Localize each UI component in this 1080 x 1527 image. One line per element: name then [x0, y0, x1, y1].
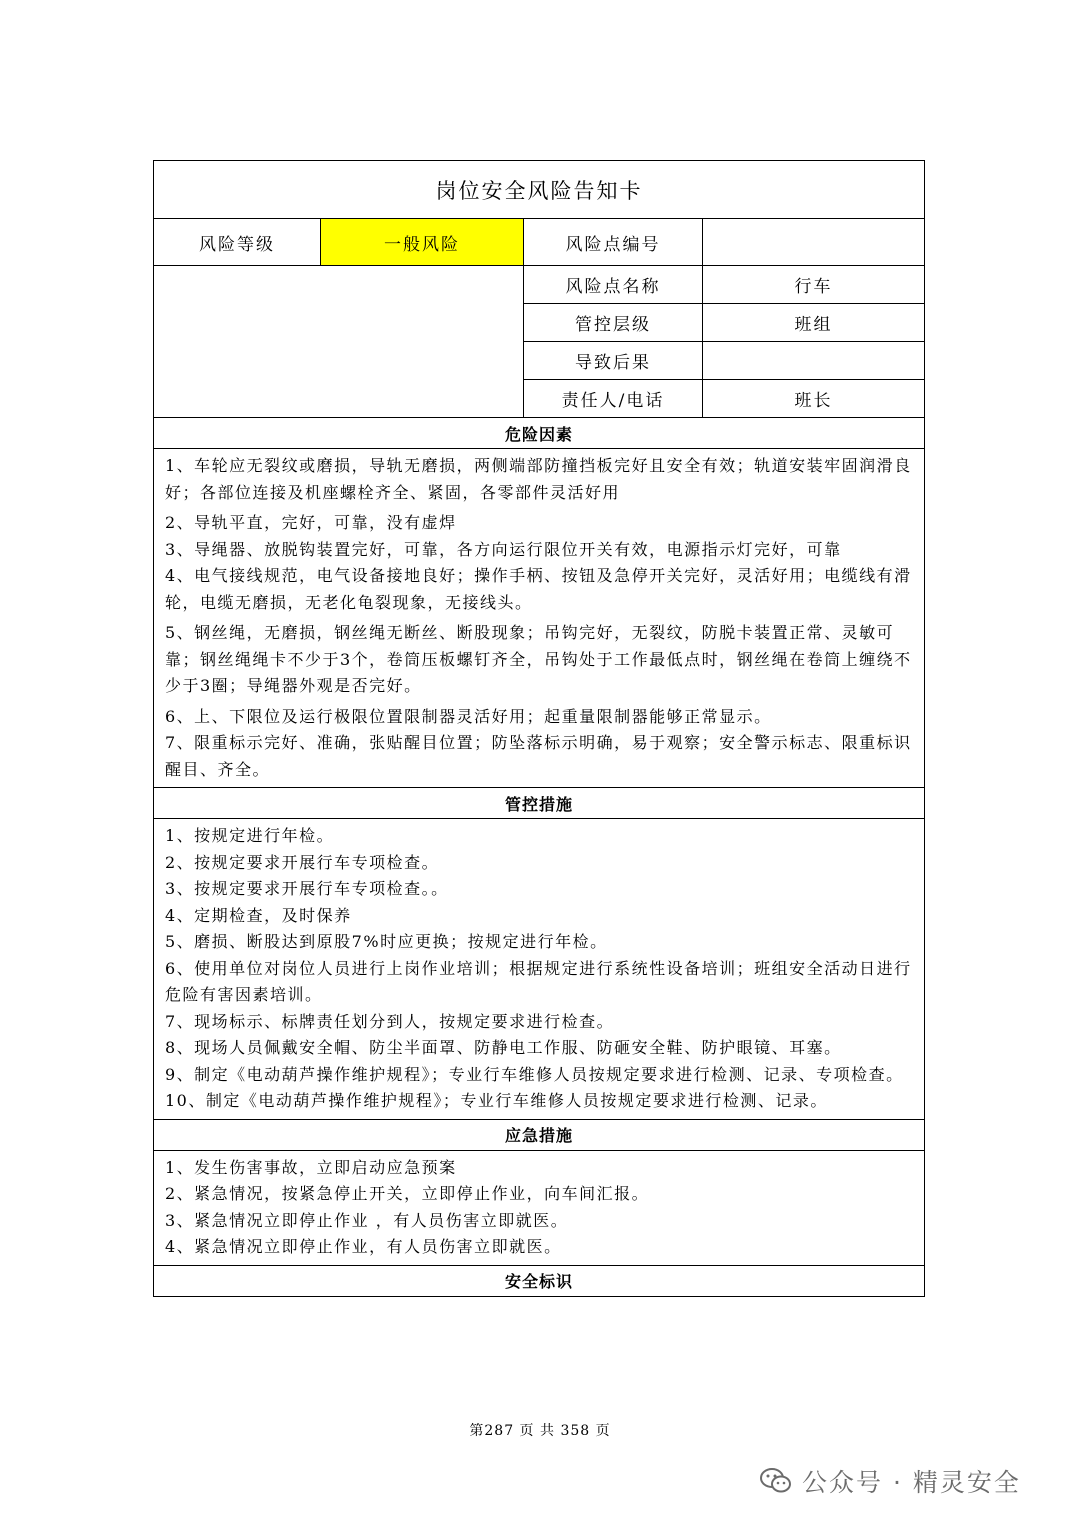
hazards-heading: 危险因素	[154, 418, 924, 449]
control-level-value: 班组	[794, 315, 833, 335]
list-item: 2、导轨平直，完好，可靠，没有虚焊	[165, 513, 457, 532]
watermark-text: 公众号 · 精灵安全	[802, 1468, 1021, 1497]
risk-name-row	[524, 266, 924, 304]
controls-list	[154, 819, 924, 1120]
risk-name-value: 行车	[794, 277, 833, 297]
list-item: 1、按规定进行年检。	[165, 826, 335, 845]
consequence-label: 导致后果	[524, 342, 703, 379]
list-item: 7、限重标示完好、准确，张贴醒目位置；防坠落标示明确，易于观察；安全警示标志、限重标识醒目、齐全。	[165, 733, 912, 779]
control-level-label: 管控层级	[524, 304, 703, 341]
list-item: 3、导绳器、放脱钩装置完好，可靠，各方向运行限位开关有效，电源指示灯完好，可靠	[165, 539, 842, 559]
risk-point-no-value	[703, 219, 924, 265]
list-item: 5、磨损、断股达到原股7%时应更换；按规定进行年检。	[165, 932, 608, 951]
list-item: 4、电气接线规范，电气设备接地良好；操作手柄、按钮及急停开关完好，灵活好用；电缆线有滑轮，电缆无磨损，无老化龟裂现象，无接线头。	[165, 566, 912, 612]
list-item: 10、制定《电动葫芦操作维护规程》；专业行车维修人员按规定要求进行检测、记录。	[165, 1091, 828, 1110]
emergency-heading: 应急措施	[154, 1120, 924, 1151]
wechat-icon	[760, 1467, 792, 1495]
image-area	[154, 266, 524, 417]
list-item: 1、车轮应无裂纹或磨损，导轨无磨损，两侧端部防撞挡板完好且安全有效；轨道安装牢固润滑良好；各部位连接及机座螺栓齐全、紧固，各零部件灵活好用	[165, 456, 912, 502]
responsible-value: 班长	[794, 391, 833, 411]
list-item: 6、使用单位对岗位人员进行上岗作业培训；根据规定进行系统性设备培训；班组安全活动日进行危险有害因素培训。	[165, 958, 912, 1004]
responsible-row	[524, 380, 924, 417]
risk-point-no-label: 风险点编号	[524, 219, 703, 265]
list-item: 3、紧急情况立即停止作业 ，有人员伤害立即就医。	[165, 1210, 569, 1230]
safety-risk-card	[153, 160, 925, 1297]
list-item: 5、钢丝绳，无磨损，钢丝绳无断丝、断股现象；吊钩完好，无裂纹，防脱卡装置正常、灵敏可靠；钢丝绳绳卡不少于3个，卷筒压板螺钉齐全，吊钩处于工作最低点时，钢丝绳在卷筒上缠绕不少于3圈；导绳器外观是否完好。	[165, 623, 912, 695]
hazards-list	[154, 449, 924, 788]
consequence-row	[524, 342, 924, 380]
list-item: 3、按规定要求开展行车专项检查。。	[165, 879, 449, 898]
list-item: 7、现场标示、标牌责任划分到人，按规定要求进行检查。	[165, 1011, 615, 1031]
list-item: 6、上、下限位及运行极限位置限制器灵活好用；起重量限制器能够正常显示。	[165, 706, 772, 726]
list-item: 4、紧急情况立即停止作业，有人员伤害立即就医。	[165, 1237, 562, 1256]
list-item: 9、制定《电动葫芦操作维护规程》；专业行车维修人员按规定要求进行检测、记录、专项检查。	[165, 1064, 904, 1084]
signs-heading: 安全标识	[504, 1272, 573, 1291]
list-item: 8、现场人员佩戴安全帽、防尘半面罩、防静电工作服、防砸安全鞋、防护眼镜、耳塞。	[165, 1038, 842, 1057]
risk-level-row	[154, 219, 924, 266]
control-level-row	[524, 304, 924, 342]
list-item: 4、定期检查，及时保养	[165, 905, 352, 925]
risk-level-value: 一般风险	[321, 219, 524, 265]
controls-heading: 管控措施	[154, 788, 924, 819]
risk-level-label: 风险等级	[154, 219, 321, 265]
info-grid	[154, 266, 924, 418]
card-title: 岗位安全风险告知卡	[154, 161, 924, 219]
list-item: 2、紧急情况，按紧急停止开关，立即停止作业，向车间汇报。	[165, 1184, 650, 1203]
watermark	[760, 1463, 1021, 1499]
risk-name-label: 风险点名称	[524, 266, 703, 303]
responsible-label: 责任人/电话	[524, 380, 703, 417]
list-item: 2、按规定要求开展行车专项检查。	[165, 852, 440, 872]
page-number: 第287 页 共 358 页	[469, 1423, 611, 1439]
consequence-value	[703, 342, 924, 379]
list-item: 1、发生伤害事故，立即启动应急预案	[165, 1157, 457, 1177]
emergency-list	[154, 1151, 924, 1266]
